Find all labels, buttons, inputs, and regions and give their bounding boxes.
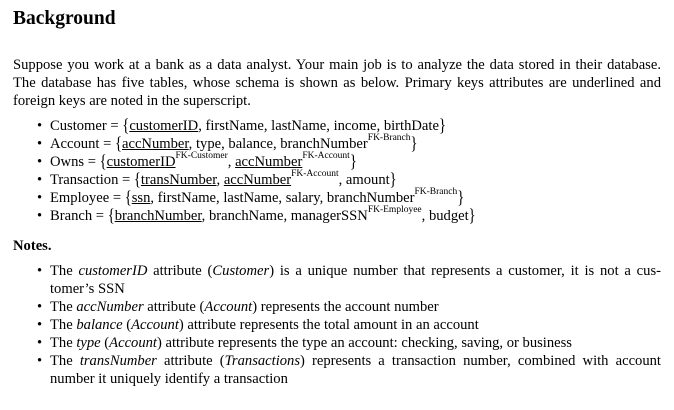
primary-key: branchNumber [114,208,202,224]
primary-key: accNumber [223,172,292,188]
primary-key: accNumber [235,154,303,170]
close-brace: } [468,206,476,226]
intro-paragraph: Suppose you work at a bank as a data analyst. Your main job is to analyze the data stored in their database. The database has five tables, whose schema is shown as below. Primary keys attributes are underlined and foreign keys are noted in the superscript. [13,57,661,109]
bullet: • [37,172,43,188]
note-text: ( [122,317,132,333]
note-item-customerid [13,262,661,298]
table-name: Owns [50,154,85,170]
attribute-name: customerID [78,263,148,279]
bullet: • [37,299,43,315]
attributes: , amount [338,172,390,188]
foreign-key-label: FK-Account [291,169,339,180]
note-item-transnumber [13,352,661,388]
table-name: Employee [50,190,110,206]
notes-list [13,262,661,388]
note-text: attribute ( [143,299,205,315]
attribute-name: accNumber [76,299,144,315]
bullet: • [37,317,43,333]
table-name: Transaction [50,172,119,188]
note-text: The [50,353,80,369]
separator: , [216,172,224,188]
foreign-key-label: FK-Employee [367,205,422,216]
equals-sign: = [84,154,100,170]
foreign-key-label: FK-Account [302,151,350,162]
primary-key: transNumber [140,172,217,188]
note-text: The [50,263,79,279]
open-brace: { [99,152,107,172]
attributes: , firstName, lastName, salary, branchNumber [150,190,415,206]
table-name: Account [204,299,253,315]
note-item-type [13,334,661,352]
note-text: The [50,317,77,333]
equals-sign: = [99,136,115,152]
close-brace: } [410,134,418,154]
note-text: ) attribute represents the type an account: checking, saving, or business [157,335,572,351]
attributes: , type, balance, branchNumber [188,136,368,152]
close-brace: } [349,152,357,172]
note-text: The [50,335,77,351]
schema-item-customer [13,117,661,135]
bullet: • [37,263,43,279]
primary-key: customerID [129,118,199,134]
foreign-key-label: FK-Customer [175,151,228,162]
primary-key: accNumber [122,136,189,152]
attribute-name: transNumber [79,353,157,369]
note-text: attribute ( [156,353,225,369]
foreign-key-label: FK-Branch [367,133,411,144]
foreign-key-label: FK-Branch [414,187,458,198]
note-item-accnumber [13,298,661,316]
equals-sign: = [106,118,123,134]
table-name: Transactions [224,353,301,369]
attribute-name: balance [76,317,123,333]
open-brace: { [122,116,130,136]
open-brace: { [107,206,115,226]
equals-sign: = [92,208,108,224]
bullet: • [37,208,43,224]
attribute-name: type [76,335,101,351]
bullet: • [37,190,43,206]
schema-item-transaction [13,171,661,189]
table-name: Branch [50,208,93,224]
close-brace: } [389,170,397,190]
table-name: Account [50,136,100,152]
note-text: ) represents the account number [252,299,439,315]
bullet: • [37,118,43,134]
note-text: ) attribute represents the total amount in an account [178,317,479,333]
note-text: ) represents a transaction number, combined with account number it uniquely identify a transaction [50,353,661,387]
attributes: , branchName, managerSSN [201,208,368,224]
primary-key: ssn [131,190,151,206]
bullet: • [37,136,43,152]
note-text: attribute ( [147,263,213,279]
open-brace: { [114,134,122,154]
table-name: Customer [212,263,270,279]
separator: , [227,154,236,170]
note-item-balance [13,316,661,334]
open-brace: { [124,188,132,208]
bullet: • [37,154,43,170]
schema-list [13,117,661,225]
close-brace: } [438,116,446,136]
bullet: • [37,335,43,351]
table-name: Customer [50,118,107,134]
schema-item-branch [13,207,661,225]
attributes: , firstName, lastName, income, birthDate [198,118,439,134]
note-text: ) is a unique number that represents a customer, it is not a cus-tomer’s SSN [50,263,661,297]
section-heading: Background [13,8,116,29]
notes-heading: Notes. [13,238,52,254]
note-text: ( [100,335,110,351]
primary-key: customerID [106,154,176,170]
bullet: • [37,353,43,369]
close-brace: } [457,188,465,208]
open-brace: { [133,170,141,190]
table-name: Account [131,317,179,333]
attributes: , budget [421,208,469,224]
note-text: The [50,299,77,315]
equals-sign: = [109,190,125,206]
equals-sign: = [118,172,134,188]
table-name: Account [109,335,157,351]
